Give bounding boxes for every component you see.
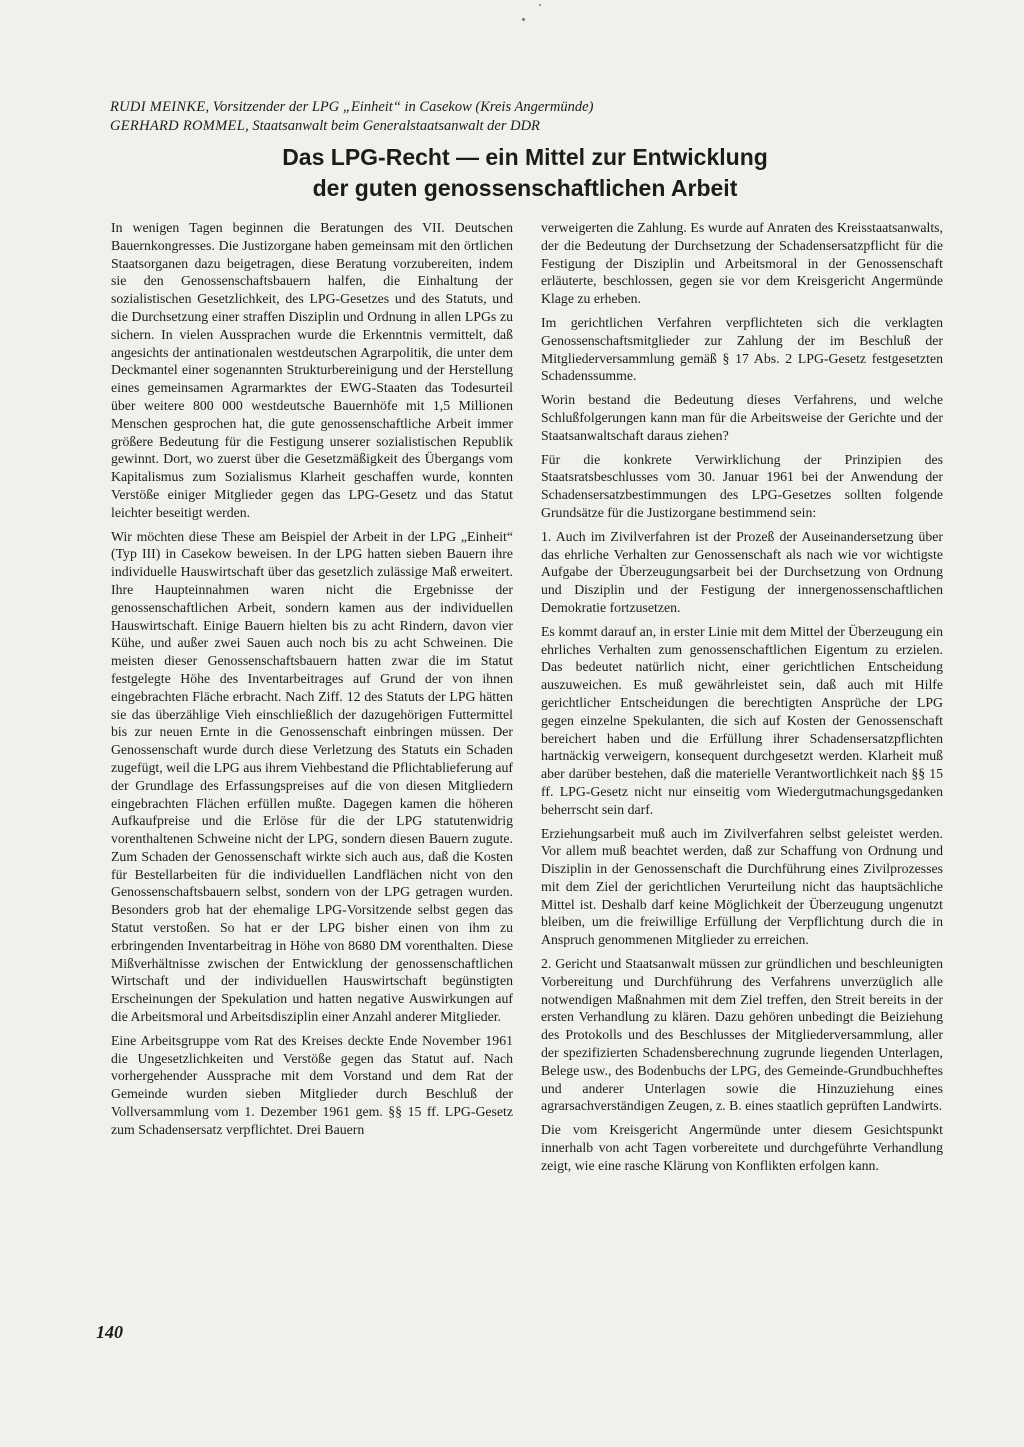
paragraph: Im gerichtlichen Verfahren verpflichteten sich die verklagten Genossenschaftsmitglieder zur Zahlung der im Beschluß der Mitgliederversammlung gemäß § 17 Abs. 2 LPG-Gesetz festgesetzten Schadenssumme. (541, 314, 943, 384)
paragraph: verweigerten die Zahlung. Es wurde auf Anraten des Kreisstaatsanwalts, der die Bedeutung der Durchsetzung der Schadensersatzpflicht für die Festigung der Disziplin und Arbeitsmoral in der Genossenschaft erläuterte, beschlossen, gegen sie vor dem Kreisgericht Angermünde Klage zu erheben. (541, 220, 943, 307)
paragraph: Die vom Kreisgericht Angermünde unter diesem Gesichtspunkt innerhalb von acht Tagen vorbereitete und durchgeführte Verhandlung zeigt, wie eine rasche Klärung von Konflikten erfolgen kann. (541, 1122, 943, 1173)
right-column (541, 219, 943, 1181)
paragraph: Für die konkrete Verwirklichung der Prinzipien des Staatsratsbeschlusses vom 30. Januar 1961 bei der Anwendung der Schadensersatzbestimmungen des LPG-Gesetzes sollten folgende Grundsätze für die Justizorgane bestimmend sein: (541, 451, 943, 520)
author-line-1 (110, 98, 930, 117)
paragraph: 2. Gericht und Staatsanwalt müssen zur gründlichen und beschleunigten Vorbereitung und Durchführung des Verfahrens unverzüglich alle notwendigen Maßnahmen mit dem Ziel treffen, den Streit bereits in der ersten Verhandlung zu klären. Dazu gehören unbedingt die Beiziehung des Protokolls und des Beschlusses der Mitgliederversammlung, aller der spezifizierten Schadensberechnung zugrunde liegenden Unterlagen, Belege usw., des Bodenbuchs der LPG, des Gemeinde-Grundbuchheftes und anderer Unterlagen sowie die Hinzuziehung eines agrarsachverständigen Zeugen, z. B. eines staatlich geprüften Landwirts. (541, 956, 943, 1114)
page-number: 140 (96, 1322, 123, 1342)
paragraph: Worin bestand die Bedeutung dieses Verfahrens, und welche Schlußfolgerungen kann man für die Arbeitsweise der Gerichte und der Staatsanwaltschaft daraus ziehen? (541, 392, 943, 443)
author-line-2 (110, 117, 930, 136)
paragraph: Erziehungsarbeit muß auch im Zivilverfahren selbst geleistet werden. Vor allem muß beachtet werden, daß zur Schaffung von Ordnung und Disziplin in der Genossenschaft die Durchführung eines Zivilprozesses mit dem Ziel der gerichtlichen Verurteilung nicht das hauptsächliche Mittel ist. Deshalb darf keine Möglichkeit der Überzeugung ungenutzt bleiben, um die freiwillige Erfüllung der Verpflichtung durch die in Anspruch genommenen Mitglieder zu erreichen. (541, 825, 943, 948)
paragraph: Wir möchten diese These am Beispiel der Arbeit in der LPG „Einheit“ (Typ III) in Casekow beweisen. In der LPG hatten sieben Bauern ihre individuelle Hauswirtschaft über das gesetzlich zulässige Maß erweitert. Ihre Haupteinnahmen waren nicht die Ergebnisse der genossenschaftlichen Arbeit, sondern kamen aus der individuellen Hauswirtschaft. Einige Bauern hielten bis zu acht Rindern, davon vier Kühe, und außer zwei Sauen auch noch bis zu acht Schweinen. Die meisten dieser Genossenschaftsbauern hatten zwar die im Statut festgelegte Höhe des Inventarbeitrages auf Grund der von ihnen eingebrachten Fläche erbracht. Nach Ziff. 12 des Statuts der LPG hätten sie das überzählige Vieh einschließlich der dazugehörigen Futtermittel bis zur neuen Ernte in die Genossenschaft einbringen müssen. Der Genossenschaft wurde durch diese Verletzung des Statuts ein Schaden zugefügt, weil die LPG aus ihrem Viehbestand die Pflichtablieferung auf der Grundlage des Erfassungspreises auf die von diesen Mitgliedern eingebrachten Flächen erfüllen mußte. Dagegen kamen die höheren Aufkaufpreise und die Erlöse für die der LPG statutenwidrig vorenthaltenen Schweine nicht der LPG, sondern diesen Bauern zugute. Zum Schaden der Genossenschaft wirkte sich auch aus, daß die Kosten für Bestellarbeiten für die individuellen Landflächen nicht von den Genossenschaftsbauern selbst, sondern von der LPG getragen wurden. Besonders grob hat der ehemalige LPG-Vorsitzende selbst gegen das Statut verstoßen. So hat er der LPG bisher einen von ihm zu erbringenden Inventarbeitrag in Höhe von 8680 DM vorenthalten. Diese Mißverhältnisse zwischen der Entwicklung der genossenschaftlichen Wirtschaft und der individuellen Hauswirtschaft begünstigten Erscheinungen der Spekulation und hatten negative Auswirkungen auf die Arbeitsmoral und Arbeitsdisziplin einer Anzahl anderer Mitglieder. (111, 528, 513, 1025)
author-2-role: , Staatsanwalt beim Generalstaatsanwalt der DDR (245, 118, 540, 134)
title-line-2: der guten genossenschaftlichen Arbeit (312, 175, 738, 201)
author-1-role: , Vorsitzender der LPG „Einheit“ in Casekow (Kreis Angermünde) (205, 99, 594, 115)
paragraph: Es kommt darauf an, in erster Linie mit dem Mittel der Überzeugung ein ehrliches Verhalten zum genossenschaftlichen Eigentum zu erzielen. Das bedeutet natürlich nicht, einer gerichtlichen Entscheidung auszuweichen. Es muß gewährleistet sein, daß auch mit Hilfe gerichtlicher Entscheidungen die berechtigten Ansprüche der LPG gegen einzelne Spekulanten, die sich auf Kosten der Genossenschaft bereichert haben und die Erfüllung ihrer Schadensersatzpflichten hartnäckig verweigern, konsequent durchgesetzt werden. Klarheit muß aber darüber bestehen, daß die materielle Verantwortlichkeit nach §§ 15 ff. LPG-Gesetz nicht nur einseitig vom Wiedergutmachungsgedanken beherrscht sein darf. (541, 623, 943, 817)
author-1-name: RUDI MEINKE (110, 99, 206, 115)
paragraph: 1. Auch im Zivilverfahren ist der Prozeß der Auseinandersetzung über das ehrliche Verhalten zur Genossenschaft als nach wie vor wichtigste Aufgabe der Überzeugungsarbeit bei der Durchsetzung von Ordnung und Disziplin und der Festigung der innergenossenschaftlichen Demokratie fortzusetzen. (541, 528, 943, 615)
author-byline (110, 98, 930, 136)
paragraph: Eine Arbeitsgruppe vom Rat des Kreises deckte Ende November 1961 die Ungesetzlichkeiten und Verstöße gegen das Statut auf. Nach vorhergehender Aussprache mit dem Vorstand und dem Rat der Gemeinde wurden sieben Mitglieder durch Beschluß der Vollversammlung vom 1. Dezember 1961 gem. §§ 15 ff. LPG-Gesetz zum Schadensersatz verpflichtet. Drei Bauern (111, 1032, 513, 1137)
title-line-1: Das LPG-Recht — ein Mittel zur Entwicklung (282, 144, 768, 170)
scan-speck (539, 4, 541, 6)
paragraph: In wenigen Tagen beginnen die Beratungen des VII. Deutschen Bauernkongresses. Die Justizorgane haben gemeinsam mit den örtlichen Staatsorganen dazu beigetragen, diese Beratung vorzubereiten, indem sie den Genossenschaftsbauern halfen, die Einhaltung der sozialistischen Gesetzlichkeit, des LPG-Gesetzes und des Statuts, und die Durchsetzung einer straffen Disziplin und Ordnung in allen LPGs zu sichern. In vielen Aussprachen wurde die Erkenntnis vermittelt, daß angesichts der antinationalen westdeutschen Agrarpolitik, die unter dem Deckmantel einer sogenannten Strukturbereinigung und der Herstellung eines gemeinsamen Agrarmarktes der EWG-Staaten das Todesurteil über weitere 800 000 westdeutsche Bauernhöfe mit 1,5 Millionen Menschen gesprochen hat, die gute genossenschaftliche Arbeit immer größere Bedeutung für die Festigung unserer sozialistischen Republik gewinnt. Dort, wo zuerst über die Gesetzmäßigkeit des Übergangs vom Kapitalismus zum Sozialismus Klarheit geschaffen wurde, konnten Verstöße einiger Mitglieder gegen das LPG-Gesetz und das Statut leichter beseitigt werden. (111, 220, 513, 520)
author-2-name: GERHARD ROMMEL (110, 118, 246, 134)
left-column (111, 219, 513, 1145)
scan-speck (522, 18, 525, 21)
article-title (110, 142, 940, 204)
